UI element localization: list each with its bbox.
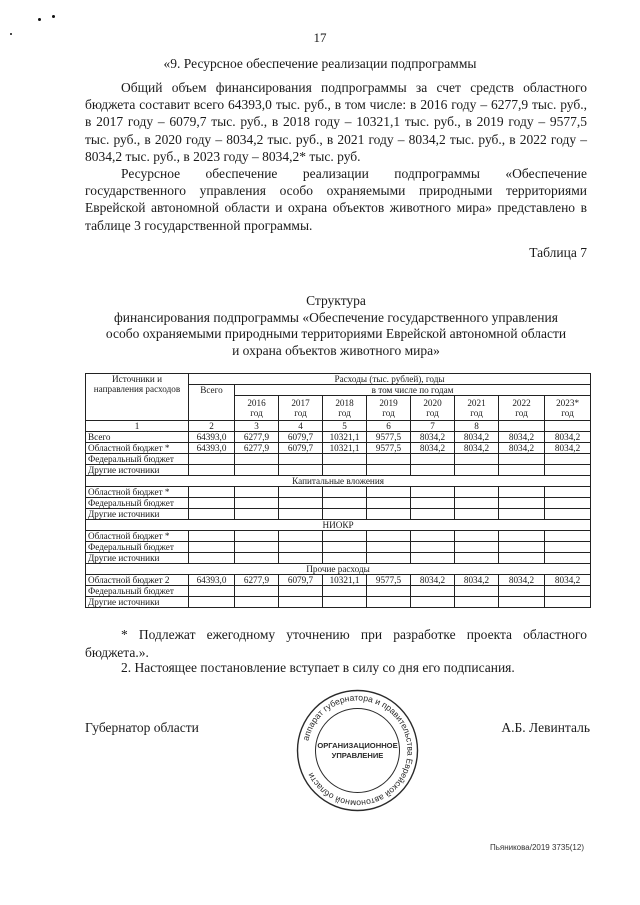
value-cell bbox=[235, 498, 279, 509]
value-cell bbox=[411, 553, 455, 564]
structure-title bbox=[85, 293, 587, 359]
header-year: 2016 год bbox=[235, 396, 279, 421]
value-cell bbox=[455, 454, 499, 465]
row-label: Областной бюджет 2 bbox=[86, 575, 189, 586]
value-cell bbox=[235, 509, 279, 520]
value-cell: 8034,2 bbox=[411, 443, 455, 454]
column-number: 6 bbox=[367, 421, 411, 432]
value-cell bbox=[367, 454, 411, 465]
section-title: Прочие расходы bbox=[86, 564, 591, 575]
value-cell bbox=[455, 487, 499, 498]
value-cell bbox=[279, 597, 323, 608]
stamp-ring-text: аппарат губернатора и правительства Еврейской автономной области bbox=[300, 692, 416, 809]
value-cell bbox=[323, 509, 367, 520]
value-cell bbox=[189, 586, 235, 597]
value-cell: 10321,1 bbox=[323, 432, 367, 443]
value-cell bbox=[455, 586, 499, 597]
value-cell bbox=[279, 542, 323, 553]
value-cell bbox=[367, 509, 411, 520]
value-cell bbox=[411, 498, 455, 509]
value-cell bbox=[189, 542, 235, 553]
row-label: Другие источники bbox=[86, 597, 189, 608]
table-section-row bbox=[86, 520, 591, 531]
value-cell bbox=[545, 542, 591, 553]
page-number: 17 bbox=[313, 30, 327, 45]
value-cell bbox=[235, 465, 279, 476]
paragraph-resources: Ресурсное обеспечение реализации подпрограммы «Обеспечение государственного управления особо охраняемыми природными территориями Еврейской автономной области и охрана объектов животного мира» представлено в таблице 3 государственной программы. bbox=[85, 166, 587, 233]
table-row bbox=[86, 531, 591, 542]
header-year: 2022 год bbox=[499, 396, 545, 421]
value-cell bbox=[367, 597, 411, 608]
scan-speck bbox=[38, 18, 41, 21]
value-cell bbox=[455, 553, 499, 564]
header-year: 2021 год bbox=[455, 396, 499, 421]
value-cell bbox=[545, 498, 591, 509]
row-label: Областной бюджет * bbox=[86, 487, 189, 498]
value-cell bbox=[235, 487, 279, 498]
value-cell bbox=[499, 454, 545, 465]
value-cell: 6277,9 bbox=[235, 575, 279, 586]
value-cell bbox=[323, 597, 367, 608]
value-cell bbox=[455, 542, 499, 553]
column-number: 5 bbox=[323, 421, 367, 432]
value-cell bbox=[189, 498, 235, 509]
value-cell bbox=[323, 454, 367, 465]
value-cell: 8034,2 bbox=[499, 432, 545, 443]
stamp-center-line2: УПРАВЛЕНИЕ bbox=[331, 751, 384, 760]
header-year: 2017 год bbox=[279, 396, 323, 421]
value-cell bbox=[189, 465, 235, 476]
value-cell: 9577,5 bbox=[367, 432, 411, 443]
value-cell bbox=[499, 597, 545, 608]
row-label: Другие источники bbox=[86, 553, 189, 564]
table-header-row bbox=[86, 374, 591, 385]
value-cell bbox=[367, 586, 411, 597]
header-year: 2018 год bbox=[323, 396, 367, 421]
value-cell bbox=[235, 553, 279, 564]
value-cell bbox=[279, 498, 323, 509]
value-cell bbox=[411, 454, 455, 465]
table-section-row bbox=[86, 476, 591, 487]
header-year: 2019 год bbox=[367, 396, 411, 421]
section-title: Капитальные вложения bbox=[86, 476, 591, 487]
value-cell bbox=[367, 553, 411, 564]
row-label: Федеральный бюджет bbox=[86, 586, 189, 597]
value-cell bbox=[411, 487, 455, 498]
column-number: 8 bbox=[455, 421, 499, 432]
value-cell bbox=[545, 586, 591, 597]
table-row bbox=[86, 498, 591, 509]
column-number: 2 bbox=[189, 421, 235, 432]
value-cell bbox=[499, 509, 545, 520]
value-cell bbox=[499, 553, 545, 564]
value-cell bbox=[279, 586, 323, 597]
value-cell bbox=[411, 597, 455, 608]
value-cell bbox=[189, 553, 235, 564]
value-cell: 8034,2 bbox=[545, 575, 591, 586]
value-cell: 6079,7 bbox=[279, 443, 323, 454]
value-cell: 8034,2 bbox=[455, 432, 499, 443]
table-row bbox=[86, 542, 591, 553]
value-cell: 64393,0 bbox=[189, 575, 235, 586]
value-cell bbox=[545, 454, 591, 465]
value-cell bbox=[323, 465, 367, 476]
value-cell bbox=[455, 531, 499, 542]
table-row bbox=[86, 443, 591, 454]
column-number bbox=[545, 421, 591, 432]
value-cell bbox=[411, 465, 455, 476]
value-cell bbox=[411, 509, 455, 520]
column-number bbox=[499, 421, 545, 432]
value-cell: 8034,2 bbox=[499, 443, 545, 454]
table-row bbox=[86, 487, 591, 498]
value-cell bbox=[499, 531, 545, 542]
value-cell bbox=[545, 465, 591, 476]
table-row bbox=[86, 553, 591, 564]
value-cell: 8034,2 bbox=[411, 575, 455, 586]
table-row bbox=[86, 432, 591, 443]
structure-title-line: финансирования подпрограммы «Обеспечение государственного управления bbox=[114, 309, 558, 325]
table-row bbox=[86, 465, 591, 476]
row-label: Федеральный бюджет bbox=[86, 542, 189, 553]
value-cell bbox=[411, 542, 455, 553]
table-row bbox=[86, 597, 591, 608]
official-stamp bbox=[295, 688, 420, 813]
governor-title: Губернатор области bbox=[85, 720, 199, 735]
value-cell bbox=[279, 531, 323, 542]
section-heading: «9. Ресурсное обеспечение реализации подпрограммы bbox=[163, 56, 477, 71]
header-year: 2023* год bbox=[545, 396, 591, 421]
value-cell: 8034,2 bbox=[499, 575, 545, 586]
value-cell bbox=[455, 509, 499, 520]
value-cell bbox=[323, 542, 367, 553]
table-row bbox=[86, 586, 591, 597]
value-cell bbox=[499, 487, 545, 498]
value-cell bbox=[367, 465, 411, 476]
value-cell: 10321,1 bbox=[323, 575, 367, 586]
value-cell bbox=[323, 586, 367, 597]
value-cell bbox=[367, 487, 411, 498]
structure-title-line: Структура bbox=[306, 293, 366, 308]
value-cell bbox=[323, 487, 367, 498]
scan-speck bbox=[52, 15, 55, 18]
row-label: Федеральный бюджет bbox=[86, 498, 189, 509]
header-year: 2020 год bbox=[411, 396, 455, 421]
value-cell bbox=[279, 487, 323, 498]
value-cell bbox=[235, 542, 279, 553]
value-cell: 10321,1 bbox=[323, 443, 367, 454]
value-cell bbox=[499, 542, 545, 553]
value-cell bbox=[279, 553, 323, 564]
header-by-year: в том числе по годам bbox=[235, 385, 591, 396]
value-cell bbox=[279, 509, 323, 520]
section-title: НИОКР bbox=[86, 520, 591, 531]
value-cell: 8034,2 bbox=[545, 432, 591, 443]
value-cell bbox=[411, 531, 455, 542]
column-number: 1 bbox=[86, 421, 189, 432]
value-cell bbox=[545, 487, 591, 498]
row-label: Всего bbox=[86, 432, 189, 443]
value-cell bbox=[189, 597, 235, 608]
value-cell bbox=[455, 498, 499, 509]
header-total: Всего bbox=[189, 385, 235, 421]
value-cell bbox=[323, 531, 367, 542]
value-cell bbox=[545, 597, 591, 608]
structure-title-line: и охрана объектов животного мира» bbox=[232, 342, 440, 358]
value-cell: 6277,9 bbox=[235, 432, 279, 443]
value-cell: 64393,0 bbox=[189, 443, 235, 454]
value-cell: 8034,2 bbox=[455, 443, 499, 454]
value-cell: 6079,7 bbox=[279, 432, 323, 443]
paragraph-funding-total: Общий объем финансирования подпрограммы за счет средств областного бюджета составит всего 64393,0 тыс. руб., в том числе: в 2016 году – 6277,9 тыс. руб., в 2017 году – 6079,7 тыс. руб., в 2018 году – 10321,1 тыс. руб., в 2019 году – 9577,5 тыс. руб., в 2020 году – 8034,2 тыс. руб., в 2021 году – 8034,2 тыс. руб., в 2022 году – 8034,2 тыс. руб., в 2023 году – 8034,2* тыс. руб. bbox=[85, 80, 587, 164]
value-cell bbox=[367, 498, 411, 509]
value-cell: 9577,5 bbox=[367, 575, 411, 586]
table-row bbox=[86, 575, 591, 586]
value-cell bbox=[189, 509, 235, 520]
value-cell bbox=[235, 597, 279, 608]
value-cell bbox=[455, 465, 499, 476]
value-cell: 9577,5 bbox=[367, 443, 411, 454]
value-cell bbox=[235, 454, 279, 465]
value-cell bbox=[499, 498, 545, 509]
value-cell bbox=[189, 454, 235, 465]
value-cell bbox=[455, 597, 499, 608]
value-cell: 8034,2 bbox=[545, 443, 591, 454]
table-row bbox=[86, 509, 591, 520]
table-section-row bbox=[86, 564, 591, 575]
column-number: 3 bbox=[235, 421, 279, 432]
table-row bbox=[86, 454, 591, 465]
row-label: Областной бюджет * bbox=[86, 531, 189, 542]
value-cell: 8034,2 bbox=[411, 432, 455, 443]
governor-name: А.Б. Левинталь bbox=[501, 720, 590, 735]
document-code: Пьяникова/2019 3735(12) bbox=[489, 843, 584, 852]
financing-table bbox=[85, 373, 591, 608]
value-cell bbox=[499, 465, 545, 476]
stamp-center-line1: ОРГАНИЗАЦИОННОЕ bbox=[317, 741, 398, 750]
value-cell bbox=[367, 542, 411, 553]
table-label: Таблица 7 bbox=[529, 245, 587, 260]
value-cell bbox=[367, 531, 411, 542]
paragraph-effective: 2. Настоящее постановление вступает в силу со дня его подписания. bbox=[121, 660, 515, 675]
value-cell: 6277,9 bbox=[235, 443, 279, 454]
value-cell bbox=[411, 586, 455, 597]
value-cell bbox=[545, 553, 591, 564]
table-column-numbers-row bbox=[86, 421, 591, 432]
value-cell bbox=[189, 531, 235, 542]
footnote: * Подлежат ежегодному уточнению при разработке проекта областного бюджета.». bbox=[85, 627, 587, 660]
row-label: Областной бюджет * bbox=[86, 443, 189, 454]
value-cell: 6079,7 bbox=[279, 575, 323, 586]
value-cell bbox=[235, 586, 279, 597]
value-cell bbox=[323, 498, 367, 509]
value-cell bbox=[545, 509, 591, 520]
value-cell: 64393,0 bbox=[189, 432, 235, 443]
column-number: 7 bbox=[411, 421, 455, 432]
value-cell bbox=[545, 531, 591, 542]
value-cell bbox=[189, 487, 235, 498]
header-expenses: Расходы (тыс. рублей), годы bbox=[189, 374, 591, 385]
row-label: Другие источники bbox=[86, 465, 189, 476]
value-cell: 8034,2 bbox=[455, 575, 499, 586]
value-cell bbox=[323, 553, 367, 564]
row-label: Федеральный бюджет bbox=[86, 454, 189, 465]
structure-title-line: особо охраняемыми природными территориями Еврейской автономной области bbox=[105, 326, 567, 341]
value-cell bbox=[235, 531, 279, 542]
value-cell bbox=[279, 465, 323, 476]
value-cell bbox=[279, 454, 323, 465]
row-label: Другие источники bbox=[86, 509, 189, 520]
value-cell bbox=[499, 586, 545, 597]
column-number: 4 bbox=[279, 421, 323, 432]
header-source-column: Источники и направления расходов bbox=[86, 374, 189, 421]
